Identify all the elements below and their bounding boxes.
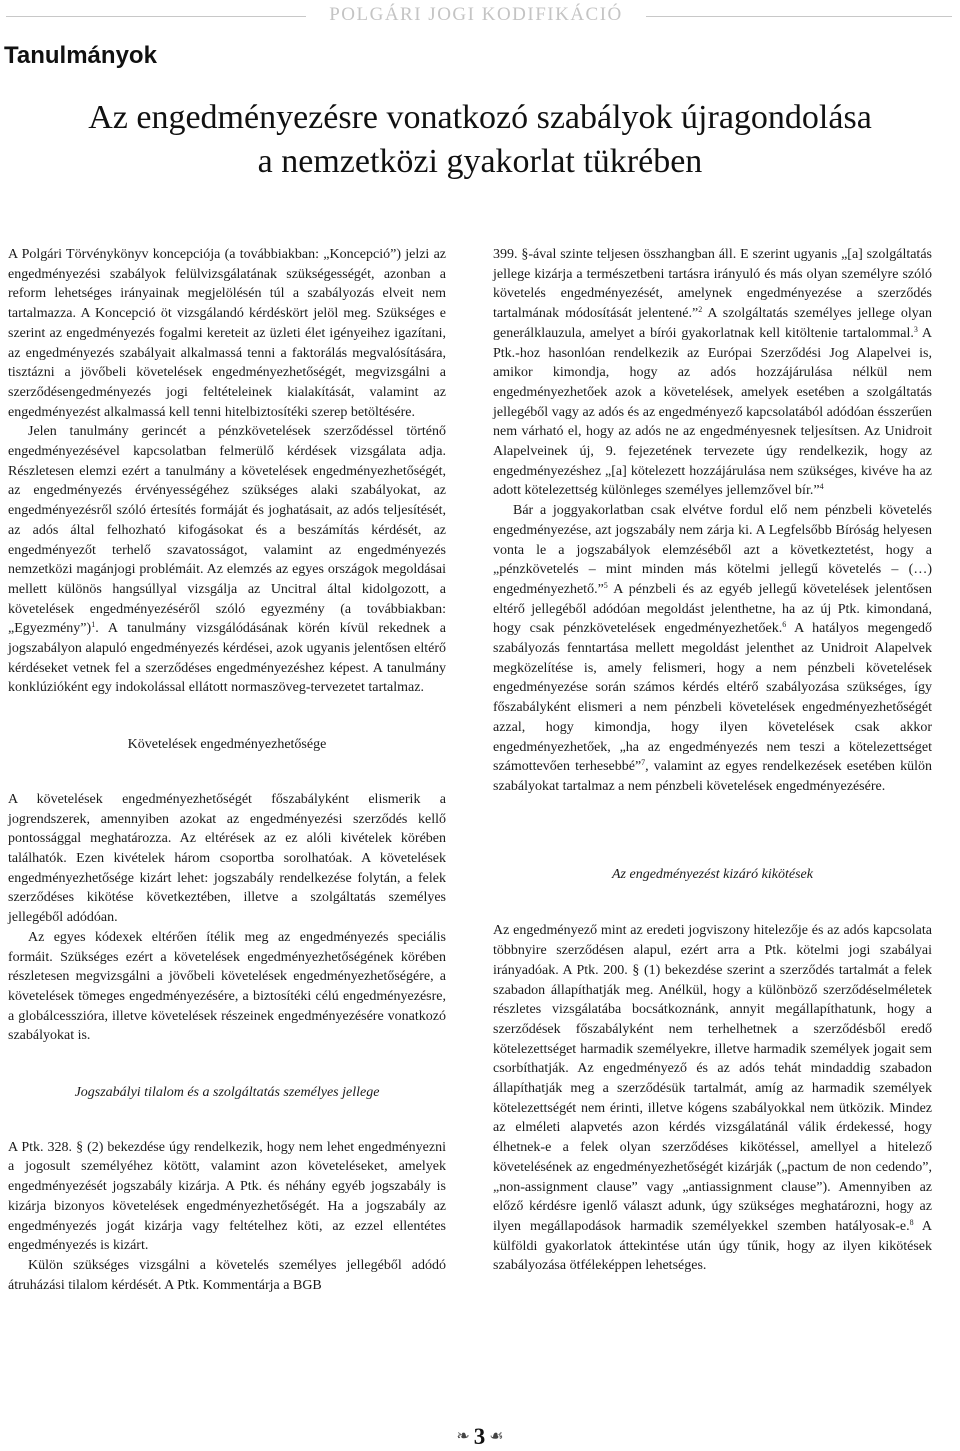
header-rule-right [646, 16, 952, 17]
section-heading-2: Jogszabályi tilalom és a szolgáltatás személyes jellege [74, 1085, 380, 1101]
section-2-paragraph-1: A Ptk. 328. § (2) bekezdése úgy rendelkezik, hogy nem lehet engedményezni a jogosult személyéhez kötött, valamint azon követeléseket, amelyek engedményezését jogszabály kizárja. A Ptk. és néhány egyéb jogszabály is kizárja bizonyos követelések engedményezhetőségét. Ha a jogszabály az engedményezés jogát kizárja vagy feltételhez köti, az ezzel ellentétes engedményezés is kizárt. [8, 1139, 446, 1254]
intro-paragraph-2-text: Jelen tanulmány gerincét a pénzkövetelések szerződéssel történő engedményezésével kapcsolatban felmerülő kérdések vizsgálata adja. Részletesen elemzi ezért a tanulmány a követelések engedményezhetőségét, az engedményezés érvényességéhez szükséges alaki szabályokat, az engedményezésről szóló értesítés formáját és joghatásait, az adós teljesítését, az adós által felhozható kifogásokat és a beszámítás kérdését, az engedményezőt terhelő szavatosságot, valamint az engedményezés nemzetközi magánjogi problémáit. Az elemzés az egyes országok megoldásai mellett különös hangsúllyal vizsgálja az Uncitral által kidolgozott, a követelések engedményezéséről szóló egyezmény (a továbbiakban: „Egyezmény”) [8, 424, 446, 637]
header-rule-left [6, 16, 306, 17]
right-paragraph-2-c: A hatályos megengedő szabályozás fenntartása mellett megoldást jelenthet az Unidroit Alapelvek megközelítése is, amely felismeri, hogy a nem pénzbeli követelések engedményezése során számos kérdés eltérő szabályozása szükséges, így főszabályként elismeri a nem pénzbeli követelések engedményezhetőségét azzal, hogy kimondja, hogy ilyen követelések csak akkor engedményezhetőek, „ha az engedményezés nem teszi a kötelezettséget számottevően terhesebbé” [493, 621, 932, 775]
footnote-ref-3: 3 [913, 324, 918, 334]
page-number: 3 [473, 1424, 486, 1449]
intro-paragraph-1: A Polgári Törvénykönyv koncepciója (a továbbiakban: „Koncepció”) jelzi az engedményezési szabályok felülvizsgálatának szükségességét, azonban a reform lehetséges irányainak megjelölésén túl a szabályozás elveit nem tartalmazza. A Koncepció öt vizsgálandó kérdéskört jelöl meg. Szükséges e szerint az engedményezés fogalmi kereteit az üzleti élet igényeihez igazítani, az engedményezés szabályait alkalmassá tenni a faktorálás megvalósítására, tisztázni a jövőbeli követelések engedményezhetőségét, megvizsgálni a szerződésengedményezés jogi feltételeinek kialakítását, valamint az engedményezést alkalmassá kell tenni hitelbiztosítéki szerep betöltésére. [8, 247, 446, 420]
footnote-ref-1: 1 [91, 620, 96, 630]
footnote-ref-2: 2 [698, 305, 703, 315]
right-paragraph-1 [493, 245, 932, 501]
article-title-line-2: a nemzetközi gyakorlat tükrében [257, 143, 703, 180]
right-paragraph-2-d: , valamint az egyes rendelkezések esetében külön szabályokat tartalmaz a nem pénzbeli követelések engedményezésére. [493, 759, 932, 794]
section-1-paragraph-1: A követelések engedményezhetőségét főszabályként elismerik a jogrendszerek, amennyiben azokat az engedményezési szerződés kellő pontossággal meghatározza. Az eltérések az ez alóli kivételek körében találhatók. Ezen kivételek három csoportba sorolhatóak. A követelések engedményezhetősége kizárt lehet: jogszabály rendelkezése folytán, a felek szerződéses kikötése következtében, illetve a szolgáltatás személyes jellegéből adódóan. [8, 791, 446, 926]
section-label: Tanulmányok [4, 42, 157, 69]
left-column [8, 245, 446, 1295]
ornament-left-icon: ❧ [456, 1428, 470, 1445]
section-2-paragraph-2: Külön szükséges vizsgálni a követelés személyes jellegéből adódó átruházási tilalom kérdését. A Ptk. Kommentárja a BGB [8, 1257, 446, 1293]
footnote-ref-4: 4 [819, 482, 824, 492]
section-heading-1: Követelések engedményezhetősége [127, 737, 327, 753]
footnote-ref-8: 8 [909, 1217, 914, 1227]
journal-name: POLGÁRI JOGI KODIFIKÁCIÓ [329, 4, 623, 25]
intro-paragraph-2-rest: . A tanulmány vizsgálódásának körén kívül rekednek a jogszabályon alapuló engedményezés kérdései, azok ugyanis jelentősen eltérő kérdéseket vetnek fel a szerződéses engedményezéshez képest. A tanulmány konklúzióként egy indokolással ellátott normaszöveg-tervezetet tartalmaz. [8, 621, 446, 696]
article-title [0, 96, 960, 184]
page-footer [430, 1424, 530, 1450]
footnote-ref-5: 5 [603, 580, 608, 590]
ornament-right-icon: ☙ [489, 1428, 504, 1445]
footnote-ref-6: 6 [782, 620, 787, 630]
right-paragraph-1-c: A Ptk.-hoz hasonlóan rendelkezik az Európai Szerződési Jog Alapelvei is, amikor kimondja, hogy az adós hozzájárulása nélkül nem engedményezhetőek azok a követelések, amelyek esetében a szolgáltatás jellegéből vagy az adós és az engedményező kapcsolatából adódóan ésszerűen nem várható el, hogy az adós ne az engedményesnek teljesítsen. Az Unidroit Alapelveinek új, 9. fejezetének tervezete úgy rendelkezik, hogy az engedményezéshez „[a] kötelezett hozzájárulása nem szükséges, kivéve ha az adott kötelezettség különleges személyes jellemzővel bír.” [493, 325, 932, 499]
section-heading-3: Az engedményezést kizáró kikötések [612, 866, 813, 882]
right-paragraph-1-b: A szolgáltatás személyes jellege olyan generálklauzula, amelyet a bírói gyakorlatnak kell kitöltenie tartalommal. [493, 306, 933, 341]
running-header [0, 0, 960, 34]
right-paragraph-1-a: 399. §-ával szinte teljesen összhangban áll. E szerint ugyanis „[a] szolgáltatás jellege kizárja a természetbeni tartásra irányuló és más olyan személyre szóló követelés engedményezését, amelynek engedményezése a szerződés tartalmának módosítását jelentené.” [493, 247, 932, 322]
article-title-line-1: Az engedményezésre vonatkozó szabályok újragondolása [88, 99, 872, 136]
right-paragraph-2 [493, 501, 932, 797]
right-column [493, 245, 932, 1276]
footnote-ref-7: 7 [641, 758, 646, 768]
right-paragraph-2-b: A pénzbeli és az egyéb jellegű követelések jelentősen eltérő jellegéből adódóan megoldást jelenthetne, ha az új Ptk. kimondaná, hogy csak pénzkövetelések engedményezhetőek. [493, 581, 932, 637]
right-paragraph-3-b: A külföldi gyakorlatok áttekintése után úgy tűnik, hogy az ilyen kikötések szabályozása ötféleképpen lehetséges. [493, 1218, 932, 1274]
right-paragraph-2-a: Bár a joggyakorlatban csak elvétve fordul elő nem pénzbeli követelés engedményezése, azt jogszabály nem zárja ki. A Legfelsőbb Bíróság helyesen vonta le a jogszabályok elemzéséből azt a következtetést, hogy a „pénzkövetelés – mint minden más kötelmi jellegű követelés – (…) engedményezhető.” [493, 503, 932, 597]
right-paragraph-3-a: Az engedményező mint az eredeti jogviszony hitelezője és az adós kapcsolata többnyire szerződésen alapul, ezért arra a Ptk. kötelmi jogi szabályai irányadóak. A Ptk. 200. § (1) bekezdése szerint a szerződés tartalmát a felek szabadon állapíthatják meg. Anélkül, hogy a különböző szerződéselméletek részletes vizsgálatába bocsátkoznánk, annyit megállapíthatunk, hogy a szerződések főszabályként nem terhelhetnek a szerződésből eredő kötelezettséget harmadik személyekre, illetve harmadik személyek jogait sem csorbíthatják. Az engedményező és az adós tehát mindaddig szabadon állapíthatják meg a szerződésük tartalmát, amíg az harmadik személyek kötelezettségét nem érinti, illetve kógens szabályokkal nem ütközik. Mindez az elméleti alapvetés azon kérdés vizsgálatánál válik érdekessé, hogy élhetnek-e a felek olyan szerződéses kikötéssel, amellyel a hitelező követelésének az engedményezhetőségét kizárják („pactum de non cedendo”, „non-assignment clause” vagy „antiassignment clause”). Amennyiben az előző kérdésre igenlő választ adunk, úgy szükséges meghatározni, hogy az ilyen megállapodások harmadik személyekkel szemben hatályosak-e. [493, 923, 932, 1234]
section-1-paragraph-2: Az egyes kódexek eltérően ítélik meg az engedményezés speciális formáit. Szükséges ezért a követelések engedményezhetőségének körében részletesen megvizsgálni a jövőbeli követelések engedményezhetőségére, a követelések tömeges engedményezésére, a biztosítéki célú engedményezésre, a globálcesszióra, illetve követelések részeinek engedményezésére vonatkozó szabályokat is. [8, 929, 446, 1044]
intro-paragraph-2 [8, 422, 446, 698]
right-paragraph-3 [493, 921, 932, 1276]
